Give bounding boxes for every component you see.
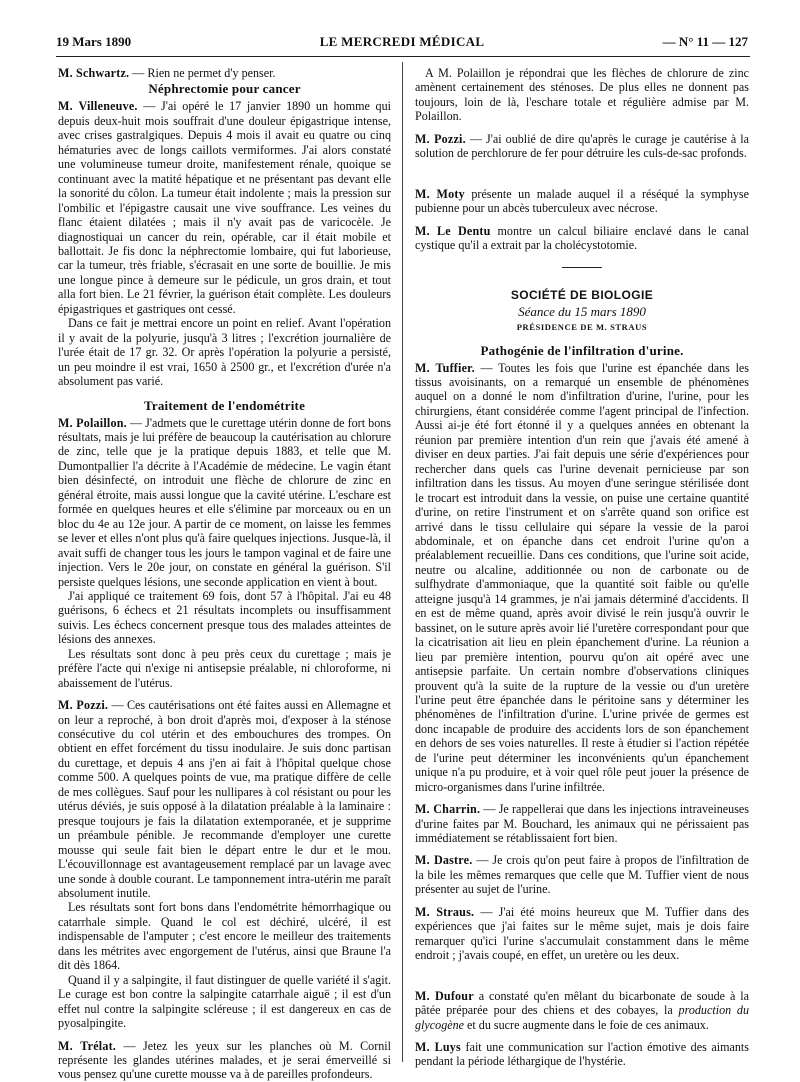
paragraph-villeneuve: [58, 99, 391, 316]
paragraph-moty: [415, 187, 749, 216]
paragraph-luys: [415, 1040, 749, 1069]
paragraph: J'ai appliqué ce traitement 69 fois, dont 57 à l'hôpital. J'ai eu 48 guérisons, 6 échecs et 21 résultats incomplets ou insuffisamment suivis. Les échecs concernent presque tous des malades atteintes de lésions des annexes.: [58, 588, 391, 647]
speaker-name: M. Charrin.: [415, 802, 481, 817]
speaker-name: M. Dastre.: [415, 853, 473, 868]
speaker-name: M. Tuffier.: [415, 360, 475, 375]
paragraph-tuffier: [415, 361, 749, 795]
speaker-name: M. Moty: [415, 186, 465, 201]
speaker-name: M. Villeneuve.: [58, 99, 138, 114]
paragraph-text: — Jetez les yeux sur les planches où M. Cornil représente les glandes utérines malades, et je serai émerveillé si vous pensez qu'une curette mousse va à de pareilles profondeurs.: [58, 1038, 391, 1082]
speaker-name: M. Trélat.: [58, 1038, 117, 1053]
paragraph-pozzi-2: [415, 132, 749, 161]
speaker-name: M. Polaillon.: [58, 415, 127, 430]
paragraph-text: — Rien ne permet d'y penser.: [129, 66, 276, 80]
header-title: LE MERCREDI MÉDICAL: [319, 34, 485, 49]
paragraph-charrin: [415, 802, 749, 845]
paragraph-text: — J'ai été moins heureux que M. Tuffier dans des expériences que j'ai faites sur le même sujet, mais je dois faire remarquer qu'ici l'urine s'accumulait constamment dans le même endroit ; j'avais coupé, en effet, un uretère ou les deux.: [415, 904, 749, 963]
paragraph-text: — Ces cautérisations ont été faites aussi en Allemagne et on leur a reproché, à bon droit d'après moi, d'exposer à la sténose consécutive du col utérin et des embouchures des trompes. On obtient en effet forcément du tissu inodulaire. Je suis donc partisan du curettage, et depuis 4 ans j'en ai fait à l'hôpital quelque chose comme 500. A quelques points de vue, ma pratique diffère de celle de mes collègues. Sauf pour les nullipares à col résistant ou pour les utérus déviés, je suis opposé à la dilatation préalable à la laminaire : presque toujours je fais la dilatation extemporanée, et je supprime un préambule pénible. Je recommande d'employer une curette mousse qui seule fait bien le départ entre le dur et le mou. L'écouvillonnage est avantageusement remplacé par un lavage avec une sonde à double courant. Le tamponnement intra-utérin me paraît absolument inutile.: [58, 698, 391, 901]
paragraph-le-dentu: [415, 224, 749, 253]
header-rule: [56, 56, 750, 57]
society-heading: SOCIÉTÉ DE BIOLOGIE: [510, 287, 654, 302]
paragraph: Les résultats sont donc à peu près ceux du curettage ; mais je préfère l'acte qui n'exige ni antisepsie préalable, ni chloroforme, ni abaissement de l'utérus.: [58, 646, 391, 690]
session-date: Séance du 15 mars 1890: [518, 303, 646, 319]
presidency-line: PRÉSIDENCE DE M. STRAUS: [516, 321, 648, 332]
speaker-name: M. Schwartz.: [58, 66, 130, 80]
left-column: [58, 66, 391, 1082]
paragraph: Dans ce fait je mettrai encore un point en relief. Avant l'opération il y avait de la polyurie, jusqu'à 3 litres ; l'excrétion journalière de l'urée était de 17 gr. 32. Or après l'opération la polyurie a persisté, un peu moindre il est vrai, 1650 à 2500 gr., et l'excrétion d'urée n'a absolument pas varié.: [58, 316, 391, 389]
paragraph-dastre: [415, 853, 749, 896]
paragraph-polaillon: [58, 416, 391, 589]
paragraph: Les résultats sont fort bons dans l'endométrite hémorrhagique ou catarrhale simple. Quand le col est déchiré, ulcéré, il est indispensable de l'amputer ; c'est encore le meilleur des traitements dans les métrites avec engorgement de l'utérus, ainsi que Braune l'a dit dès 1864.: [58, 900, 391, 973]
paragraph-straus: [415, 905, 749, 963]
paragraph-text: montre un calcul biliaire enclavé dans le canal cystique qu'il a extrait par la cholécystotomie.: [415, 223, 749, 253]
paragraph-dufour: [415, 989, 749, 1032]
speaker-name: M. Le Dentu: [415, 223, 491, 238]
speaker-name: M. Straus.: [415, 904, 475, 919]
paragraph-text: — Je crois qu'on peut faire à propos de l'infiltration de la bile les mêmes remarques que celle que M. Tuffier vient de nous présenter au sujet de l'urine.: [415, 853, 749, 897]
paragraph-text: — Toutes les fois que l'urine est épanchée dans les tissus avoisinants, on a remarqué un ensemble de phénomènes auquel on a donné le nom d'infiltration d'urine, l'urine, pour les chirurgiens, étant considérée comme l'agent principal de l'infection. Aussi ai-je été fort étonné il y a quelques années en obtenant la réunion par première intention d'un rein que j'avais été amené à diviser en deux parties. J'ai fait depuis une série d'expériences pour rechercher dans quels cas l'urine devenait pernicieuse par son infiltration dans les tissus. Au moyen d'une seringue stérilisée dont le trocart est introduit dans la vessie, on puise une certaine quantité d'urine, on retire l'instrument et on s'arrête quand son orifice est arrivé dans le tissu cellulaire qui sépare la vessie de la paroi abdominale, et on épanche dans cet endroit l'urine qu'on a préalablement recueillie. Dans ces conditions, que l'urine soit acide, neutre ou alcaline, additionnée ou non de carbonate ou de sulfhydrate d'ammoniaque, que la quantité soit faible ou qu'elle atteigne jusqu'à 14 grammes, je n'ai jamais déterminé d'accidents. Il en est de même quand, après avoir divisé le rein jusqu'à ouvrir le bassinet, on le suture après avoir lié l'uretère correspondant pour que la cicatrisation ait lieu en plein épanchement d'urine. La réunion a lieu par première intention, pourvu qu'on ait opéré avec une antisepsie parfaite. Un certain nombre d'observations cliniques prouvent qu'à la suite de la rupture de la vessie ou d'un uretère l'urine peut être épanchée dans le péritoine sans y déterminer les phénomènes de l'infiltration d'urine. L'urine privée de germes est donc incapable de produire des accidents lors de son épanchement en dehors de ses voies naturelles. Il reste à étudier si l'action répétée de l'urine peut déterminer les inconvénients qu'un épanchement unique n'a pu produire, et à voir quel rôle peut jouer la présence de micro-organismes dans l'urine infiltrée.: [415, 360, 749, 794]
paragraph: A M. Polaillon je répondrai que les flèches de chlorure de zinc amènent certainement des sténoses. De plus elles ne donnent pas toujours, loin de là, l'eschare totale et régulière admise par M. Polaillon.: [415, 66, 749, 124]
speaker-name: M. Pozzi.: [415, 131, 466, 146]
paragraph-schwartz: [58, 66, 391, 80]
paragraph-text: fait une communication sur l'action émotive des aimants pendant la période léthargique de l'hystérie.: [415, 1040, 749, 1069]
paragraph: Quand il y a salpingite, il faut distinguer de quelle variété il s'agit. Le curage est bon contre la salpingite catarrhale aiguë ; il est d'un effet nul contre la salpingite scléreuse ; il est dangereux en cas de pyosalpingite.: [58, 972, 391, 1031]
paragraph-text: — J'admets que le curettage utérin donne de fort bons résultats, mais je lui préfère de beaucoup la cautérisation au chlorure de zinc, telle que je la pratique depuis 1883, et telle que M. Dumontpallier l'a décrite à l'Académie de médecine. Le vagin étant bien désinfecté, on introduit une flèche de chlorure de zinc en général étroite, mais aussi longue que la cavité utérine. L'eschare est formée en quelques heures et elle s'élimine par morceaux ou en un bloc du 4e au 12e jour. A partir de ce moment, on laisse les femmes se lever et elles n'ont plus qu'à faire quelques injections. Jusque-là, il avait suffi de changer tous les jours le tampon vaginal et de faire une injection. Vers le 20e jour, on constate en général la guérison. S'il persiste quelques lésions, une seconde application en vient à bout.: [58, 415, 391, 589]
paragraph-text: a constaté qu'en mêlant du bicarbonate de soude à la pâtée préparée pour des chiens et des cobayes, la: [415, 988, 749, 1018]
running-header: [56, 33, 748, 51]
section-heading-infiltration: Pathogénie de l'infiltration d'urine.: [480, 342, 684, 358]
paragraph-text: présente un malade auquel il a réséqué la symphyse pubienne pour un abcès tuberculeux avec nécrose.: [415, 186, 749, 216]
speaker-name: M. Pozzi.: [58, 698, 109, 713]
paragraph-text: — J'ai oublié de dire qu'après le curage je cautérise à la solution de perchlorure de fer pour détruire les culs-de-sac profonds.: [415, 131, 749, 161]
paragraph-text: — Je rappellerai que dans les injections intraveineuses d'urine faites par M. Bouchard, les animaux qui ne périssaient pas immédiatement se rétablissaient fort bien.: [415, 802, 749, 846]
section-heading-endometrite: Traitement de l'endométrite: [143, 397, 306, 413]
paragraph-text: et du sucre augmente dans le foie de ces animaux.: [464, 1017, 709, 1032]
speaker-name: M. Dufour: [415, 988, 474, 1003]
column-rule: [402, 62, 403, 1062]
paragraph-text: — J'ai opéré le 17 janvier 1890 un homme qui depuis deux-huit mois souffrait d'une douleur épigastrique intense, avec crises gastralgiques. Depuis 4 mois il avait eu quatre ou cinq hématuries avec de longs caillots vermiformes. J'ai alors constaté une volumineuse tumeur droite, manifestement rénale, quoique se continuant avec la matité hépatique et ne présentant pas devant elle la sonorité du côlon. La tumeur était indolente ; mais la pression sur l'ombilic et l'épigastre causait une vive souffrance. Les veines du flanc étaient dilatées ; mais il n'y avait pas de varicocèle. Je diagnostiquai un cancer du rein, opérable, car il était mobile et ballottait. Je fis donc la néphrectomie lombaire, qui fut laborieuse, car la tumeur, très friable, s'écrasait en une sorte de bouillie. Je mis une longue pince à demeure sur le pédicule, un gros drain, et tout alla fort bien. Le 21 février, la guérison était complète. Les douleurs épigastriques et gastriques ont cessé.: [58, 99, 391, 316]
italic-term: production du glycogène: [415, 1003, 749, 1032]
header-date: 19 Mars 1890: [56, 34, 132, 49]
paragraph-pozzi: [58, 698, 391, 900]
paragraph-trelat: [58, 1039, 391, 1082]
right-column: [415, 66, 749, 1069]
section-heading-nephrectomie: Néphrectomie pour cancer: [148, 81, 301, 97]
header-page-number: — N° 11 — 127: [662, 34, 748, 49]
speaker-name: M. Luys: [415, 1040, 461, 1055]
